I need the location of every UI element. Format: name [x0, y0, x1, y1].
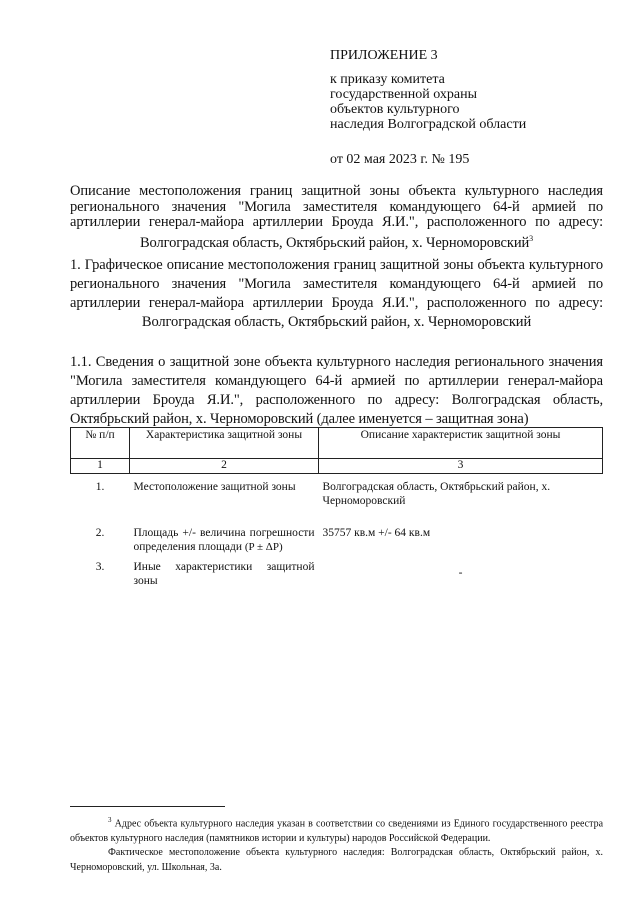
- footnote-paragraph: Фактическое местоположение объекта культурного наследия: Волгоградская область, Октябрьский район, х. Черноморовский, ул. Школьная, 3а.: [70, 847, 603, 873]
- row-characteristic-text: Площадь +/- величина погрешности определения площади: [133, 527, 315, 553]
- table-row: [71, 508, 603, 554]
- header-description: Описание характеристик защитной зоны: [319, 428, 603, 459]
- column-number: 3: [319, 459, 603, 474]
- footnote: [70, 813, 603, 875]
- table-column-numbers: [71, 459, 603, 474]
- title-footnote-mark: 3: [529, 233, 534, 243]
- row-characteristic: Иные характеристики защитной зоны: [133, 561, 315, 587]
- appendix-block: [330, 48, 620, 167]
- column-number: 1: [71, 459, 130, 474]
- appendix-line: наследия Волгоградской области: [330, 117, 527, 132]
- column-number: 2: [130, 459, 319, 474]
- row-number: 2.: [95, 527, 105, 539]
- row-characteristic: Местоположение защитной зоны: [133, 481, 296, 493]
- row-description: Волгоградская область, Октябрьский район, х. Черноморовский: [322, 481, 551, 507]
- footnote-paragraph: [70, 813, 603, 846]
- document-title-text: Описание местоположения границ защитной зоны объекта культурного наследия регионального значения "Могила заместителя командующего 64-й армией по артиллерии генерал-майора артиллерии Броуда Я.И.", расположенного по адресу: Волгоградская область, Октябрьский район, х. Черноморовский: [70, 183, 603, 251]
- table-row: [71, 474, 603, 509]
- header-number: № п/п: [71, 428, 130, 459]
- table-header-row: [71, 428, 603, 459]
- section-1-heading: 1. Графическое описание местоположения границ защитной зоны объекта культурного регионального значения "Могила заместителя командующего 64-й армией по артиллерии генерал-майора артиллерии Броуда Я.И.", расположенного по адресу: Волгоградская область, Октябрьский район, х. Черноморовский: [70, 257, 603, 330]
- section-1-1-text: 1.1. Сведения о защитной зоне объекта культурного наследия регионального значения "Могила заместителя командующего 64-й армией по артиллерии генерал-майора артиллерии Броуда Я.И.", расположенного по адресу: Волгоградская область, Октябрьский район, х. Черноморовский (далее именуется – защитная зона): [70, 354, 603, 427]
- appendix-line: к приказу комитета: [330, 72, 445, 87]
- row-description: 35757 кв.м +/- 64 кв.м: [322, 527, 431, 539]
- document-title: [70, 184, 603, 251]
- row-number: 3.: [95, 561, 105, 573]
- row-number: 1.: [95, 481, 105, 493]
- appendix-line: государственной охраны: [330, 87, 478, 102]
- row-description: -: [458, 567, 463, 579]
- order-date: от 02 мая 2023 г. № 195: [330, 152, 470, 167]
- footnote-mark: 3: [108, 816, 112, 824]
- appendix-title: ПРИЛОЖЕНИЕ 3: [330, 48, 438, 63]
- footnote-separator: [70, 806, 225, 807]
- protection-zone-table: [70, 427, 603, 588]
- header-characteristic: Характеристика защитной зоны: [130, 428, 319, 459]
- footnote-text: Адрес объекта культурного наследия указан в соответствии со сведениями из Единого государственного реестра объектов культурного наследия (памятников истории и культуры) народов Российской Федерации.: [70, 818, 604, 844]
- area-formula: (P ± ΔP): [244, 541, 283, 553]
- table-row: [71, 554, 603, 588]
- appendix-line: объектов культурного: [330, 102, 460, 117]
- row-characteristic: [130, 508, 319, 554]
